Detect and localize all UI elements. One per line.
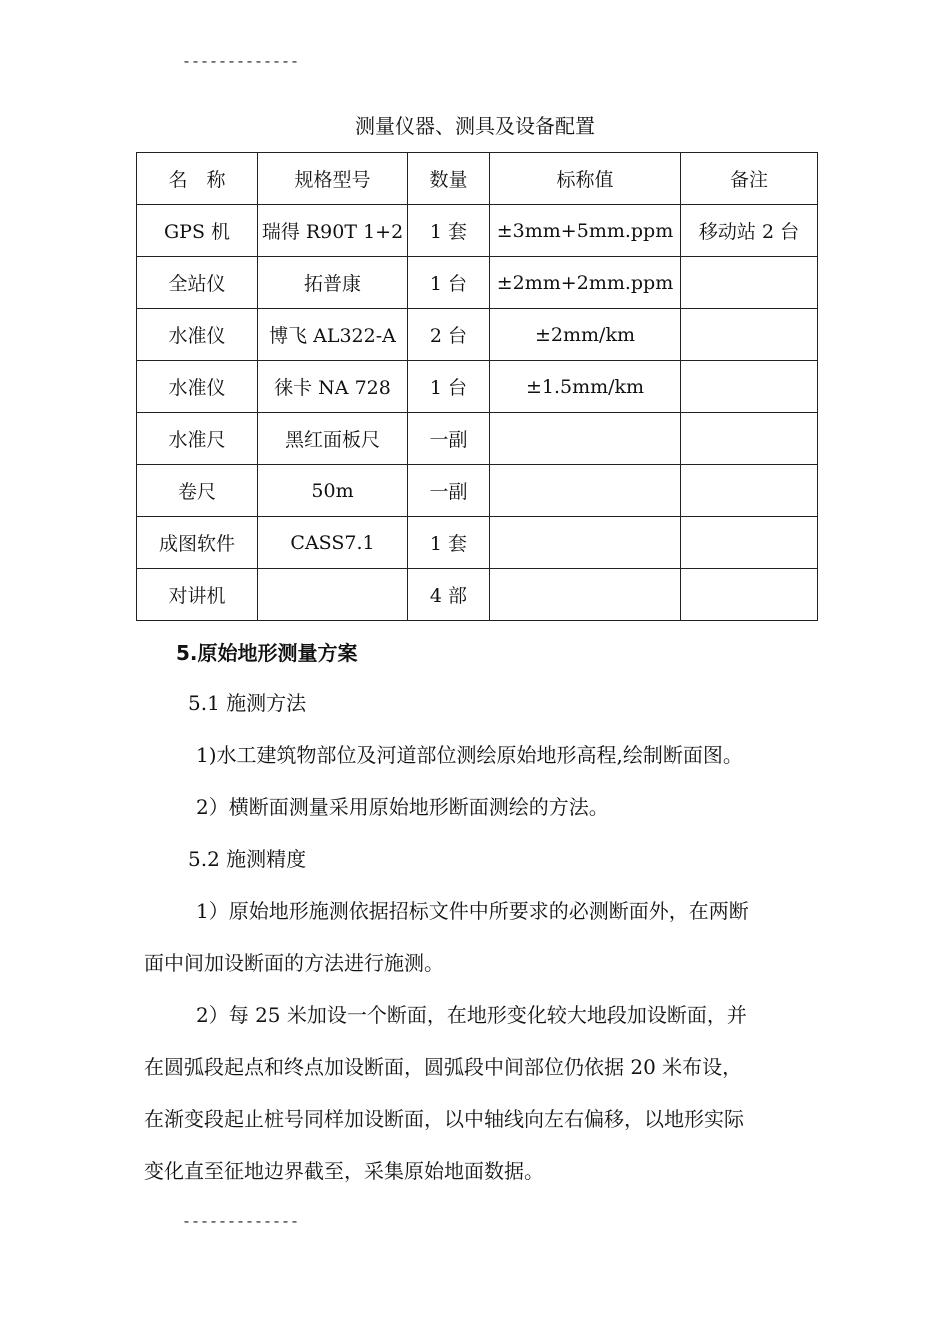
footer-separator: ------------- bbox=[182, 1214, 300, 1231]
table-header-row bbox=[137, 153, 818, 205]
header-separator: ------------- bbox=[182, 54, 300, 71]
method-item-2: 2）横断面测量采用原始地形断面测绘的方法。 bbox=[196, 795, 609, 819]
table-cell: 一副 bbox=[408, 413, 490, 465]
table-cell bbox=[490, 465, 681, 517]
equipment-table bbox=[136, 152, 818, 621]
table-cell: 黑红面板尺 bbox=[258, 413, 408, 465]
table-cell: CASS7.1 bbox=[258, 517, 408, 569]
table-row bbox=[137, 569, 818, 621]
table-cell bbox=[681, 361, 818, 413]
table-cell: 1 台 bbox=[408, 361, 490, 413]
table-cell: 徕卡 NA 728 bbox=[258, 361, 408, 413]
table-cell: 一副 bbox=[408, 465, 490, 517]
table-cell bbox=[681, 257, 818, 309]
header-spec: 规格型号 bbox=[258, 153, 408, 205]
table-cell bbox=[681, 465, 818, 517]
table-row bbox=[137, 465, 818, 517]
table-cell: GPS 机 bbox=[137, 205, 258, 257]
table-row bbox=[137, 413, 818, 465]
header-quantity: 数量 bbox=[408, 153, 490, 205]
table-cell: 成图软件 bbox=[137, 517, 258, 569]
precision-p2-line: 2）每 25 米加设一个断面，在地形变化较大地段加设断面，并 bbox=[196, 1003, 747, 1027]
table-cell: ±3mm+5mm.ppm bbox=[490, 205, 681, 257]
table-row bbox=[137, 257, 818, 309]
table-row bbox=[137, 309, 818, 361]
header-nominal-value: 标称值 bbox=[490, 153, 681, 205]
table-row bbox=[137, 205, 818, 257]
table-cell: 拓普康 bbox=[258, 257, 408, 309]
table-row bbox=[137, 517, 818, 569]
precision-p1-line: 1）原始地形施测依据招标文件中所要求的必测断面外，在两断 bbox=[196, 899, 749, 923]
table-cell bbox=[490, 517, 681, 569]
table-cell bbox=[490, 569, 681, 621]
table-cell bbox=[681, 413, 818, 465]
table-cell: 移动站 2 台 bbox=[681, 205, 818, 257]
table-cell bbox=[490, 413, 681, 465]
table-cell: 全站仪 bbox=[137, 257, 258, 309]
table-cell: ±2mm+2mm.ppm bbox=[490, 257, 681, 309]
table-cell: 1 台 bbox=[408, 257, 490, 309]
table-cell bbox=[258, 569, 408, 621]
table-cell bbox=[681, 569, 818, 621]
header-remark: 备注 bbox=[681, 153, 818, 205]
table-cell: 水准尺 bbox=[137, 413, 258, 465]
table-cell: 水准仪 bbox=[137, 309, 258, 361]
precision-p2-line: 在圆弧段起点和终点加设断面，圆弧段中间部位仍依据 20 米布设， bbox=[144, 1055, 743, 1079]
precision-p2-line: 变化直至征地边界截至，采集原始地面数据。 bbox=[144, 1159, 544, 1183]
table-cell: 50m bbox=[258, 465, 408, 517]
table-cell: 对讲机 bbox=[137, 569, 258, 621]
precision-p2-line: 在渐变段起止桩号同样加设断面，以中轴线向左右偏移，以地形实际 bbox=[144, 1107, 744, 1131]
table-cell: 2 台 bbox=[408, 309, 490, 361]
subsection-title-5-1: 5.1 施测方法 bbox=[188, 691, 307, 715]
table-cell: ±2mm/km bbox=[490, 309, 681, 361]
method-item-1: 1)水工建筑物部位及河道部位测绘原始地形高程,绘制断面图。 bbox=[196, 743, 743, 767]
table-cell: 4 部 bbox=[408, 569, 490, 621]
table-cell bbox=[681, 517, 818, 569]
section-heading: 5.原始地形测量方案 bbox=[176, 641, 358, 665]
table-cell: 瑞得 R90T 1+2 bbox=[258, 205, 408, 257]
table-cell: 1 套 bbox=[408, 205, 490, 257]
precision-p1-line: 面中间加设断面的方法进行施测。 bbox=[144, 951, 444, 975]
table-cell: ±1.5mm/km bbox=[490, 361, 681, 413]
table-cell bbox=[681, 309, 818, 361]
table-cell: 博飞 AL322-A bbox=[258, 309, 408, 361]
table-cell: 1 套 bbox=[408, 517, 490, 569]
table-cell: 卷尺 bbox=[137, 465, 258, 517]
header-name: 名 称 bbox=[137, 153, 258, 205]
table-cell: 水准仪 bbox=[137, 361, 258, 413]
table-row bbox=[137, 361, 818, 413]
subsection-title-5-2: 5.2 施测精度 bbox=[188, 847, 307, 871]
table-title: 测量仪器、测具及设备配置 bbox=[355, 114, 595, 138]
